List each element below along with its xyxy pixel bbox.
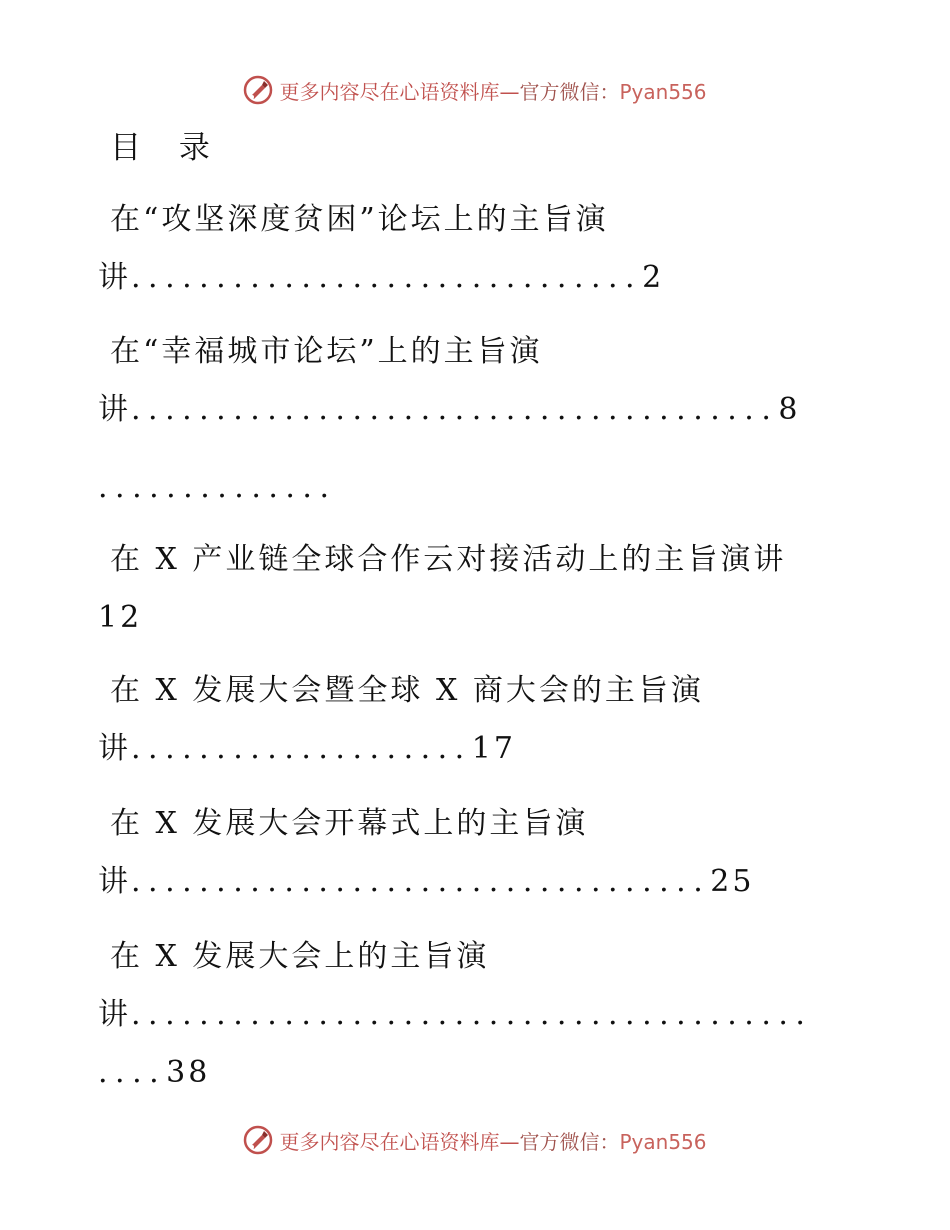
header-watermark xyxy=(0,70,950,110)
watermark-official: 官方微信： xyxy=(519,1129,620,1154)
toc-entry-leader-line[interactable] xyxy=(98,860,754,904)
toc-leader: .............. xyxy=(98,470,337,505)
footer-watermark xyxy=(0,1120,950,1160)
watermark-wechat-id: Pyan556 xyxy=(619,79,707,104)
toc-page-number[interactable]: 12 xyxy=(98,600,143,635)
toc-entry-title[interactable]: 在 X 产业链全球合作云对接活动上的主旨演讲 xyxy=(110,542,787,577)
toc-entry-title[interactable]: 在 X 发展大会暨全球 X 商大会的主旨演 xyxy=(110,673,704,708)
toc-page-number: 2 xyxy=(642,260,665,295)
toc-entry-leader-line[interactable] xyxy=(98,727,516,771)
toc-leader: ........................................ xyxy=(131,997,813,1032)
watermark-brand: 更多内容尽在心语资料库 xyxy=(279,79,500,104)
toc-page-number: 17 xyxy=(471,731,516,766)
watermark-dash: — xyxy=(499,79,520,104)
toc-entry-cont: 讲 xyxy=(98,260,131,295)
toc-leader: .... xyxy=(98,1055,167,1090)
pen-seal-icon xyxy=(243,75,273,105)
toc-page-number: 38 xyxy=(166,1055,211,1090)
toc-entry-cont: 讲 xyxy=(98,392,131,427)
toc-entry-cont: 讲 xyxy=(98,997,131,1032)
toc-page-number: 25 xyxy=(710,864,755,899)
toc-leader: .............................. xyxy=(131,260,643,295)
toc-entry-title[interactable]: 在“攻坚深度贫困”论坛上的主旨演 xyxy=(110,202,609,237)
toc-entry-leader-line[interactable] xyxy=(98,256,664,300)
toc-leader: .................... xyxy=(131,731,472,766)
toc-leader: ...................................... xyxy=(131,392,779,427)
pen-seal-icon xyxy=(243,1125,273,1155)
toc-entry-leader-line[interactable] xyxy=(98,993,812,1037)
toc-entry-title[interactable]: 在“幸福城市论坛”上的主旨演 xyxy=(110,334,543,369)
toc-entry-cont: 讲 xyxy=(98,731,131,766)
toc-entry-leader-line[interactable] xyxy=(98,1051,210,1095)
toc-leader: .................................. xyxy=(131,864,711,899)
watermark-brand: 更多内容尽在心语资料库 xyxy=(279,1129,500,1154)
watermark-wechat-id: Pyan556 xyxy=(619,1129,707,1154)
toc-page-number: 8 xyxy=(778,392,801,427)
watermark-official: 官方微信： xyxy=(519,79,620,104)
watermark-dash: — xyxy=(499,1129,520,1154)
toc-entry-title[interactable]: 在 X 发展大会开幕式上的主旨演 xyxy=(110,806,589,841)
toc-title: 目 录 xyxy=(110,130,224,166)
toc-entry-cont: 讲 xyxy=(98,864,131,899)
toc-entry-leader-line[interactable] xyxy=(98,388,800,432)
toc-stray-leader xyxy=(98,466,337,510)
toc-entry-title[interactable]: 在 X 发展大会上的主旨演 xyxy=(110,939,490,974)
